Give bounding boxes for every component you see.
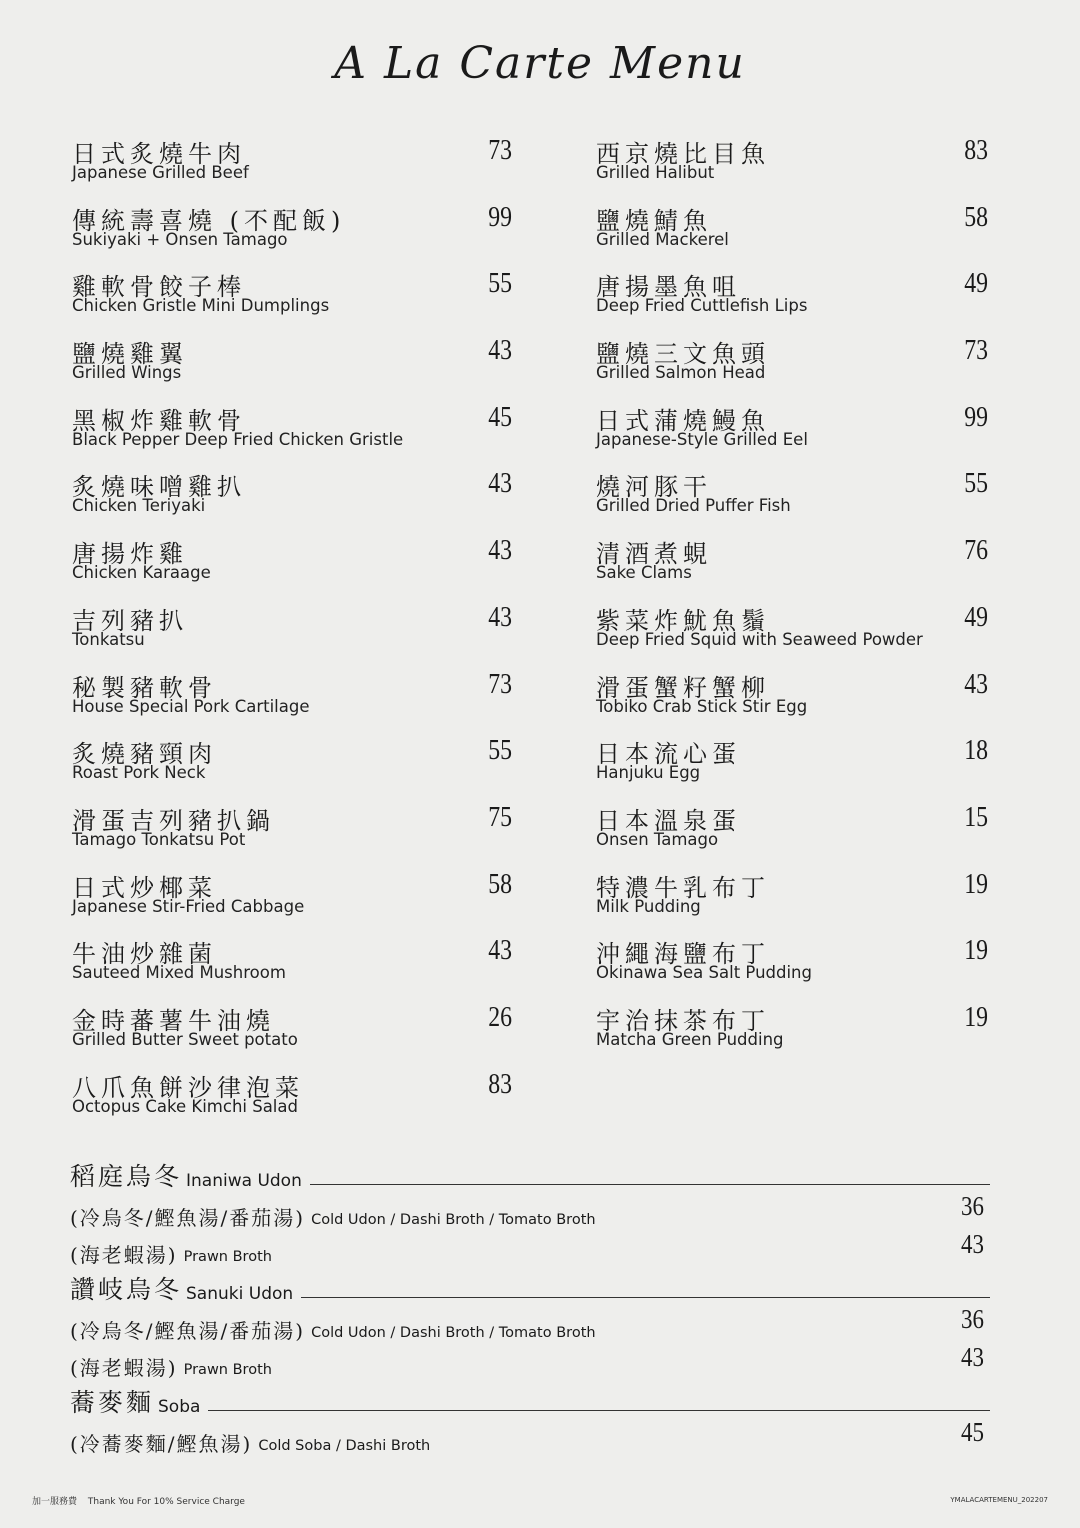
menu-item	[596, 197, 988, 264]
item-price: 73	[488, 135, 512, 166]
option-price: 43	[961, 1341, 984, 1372]
item-name-zh: 鹽燒三文魚頭	[596, 340, 770, 369]
option-price: 36	[961, 1191, 984, 1221]
item-price: 45	[488, 401, 512, 433]
item-name-zh: 宇治抹茶布丁	[596, 1006, 770, 1035]
noodle-name-zh: 稻庭烏冬	[70, 1162, 183, 1191]
item-name-en: Japanese Stir-Fried Cabbage	[72, 896, 305, 916]
option-name-en: Cold Soba / Dashi Broth	[258, 1437, 431, 1454]
item-name-en: Chicken Karaage	[72, 563, 211, 583]
item-name-en: Hanjuku Egg	[596, 763, 701, 783]
item-name-en: Sauteed Mixed Mushroom	[72, 963, 286, 983]
item-name-en: Tamago Tonkatsu Pot	[72, 829, 246, 849]
option-price: 43	[961, 1228, 984, 1259]
item-price: 73	[964, 335, 988, 367]
menu-item	[72, 197, 512, 264]
item-name-zh: 滑蛋蟹籽蟹柳	[596, 673, 770, 702]
noodle-name-en: Inaniwa Udon	[186, 1171, 302, 1191]
item-name-zh: 黑椒炸雞軟骨	[72, 406, 246, 435]
menu-item	[72, 864, 512, 931]
item-name-zh: 唐揚炸雞	[72, 540, 188, 569]
item-price: 99	[488, 201, 512, 233]
item-price: 43	[488, 601, 512, 633]
menu-title: A La Carte Menu	[334, 38, 746, 89]
item-name-en: Milk Pudding	[596, 896, 701, 916]
menu-item	[596, 330, 988, 397]
item-price: 19	[964, 935, 988, 967]
menu-item	[72, 530, 512, 597]
menu-code: YMALACARTEMENU_202207	[950, 1496, 1048, 1504]
menu-item	[72, 597, 512, 664]
noodle-name-zh: 蕎麥麵	[70, 1388, 155, 1417]
menu-item	[596, 730, 988, 797]
item-name-en: Deep Fried Cuttlefish Lips	[596, 296, 808, 316]
divider-line	[301, 1297, 990, 1298]
item-price: 73	[488, 668, 512, 700]
menu-item	[596, 263, 988, 330]
menu-item	[596, 797, 988, 864]
menu-item	[72, 664, 512, 731]
menu-item	[596, 864, 988, 931]
item-name-zh: 沖繩海鹽布丁	[596, 940, 770, 969]
item-name-zh: 特濃牛乳布丁	[596, 873, 770, 902]
option-name-en: Cold Udon / Dashi Broth / Tomato Broth	[311, 1211, 596, 1228]
menu-item	[596, 530, 988, 597]
menu-item	[72, 1064, 512, 1131]
noodle-option	[70, 1419, 990, 1457]
noodle-heading	[70, 1155, 990, 1193]
right-menu-column	[596, 130, 988, 1064]
item-name-en: Grilled Salmon Head	[596, 363, 766, 383]
item-name-en: Grilled Wings	[72, 363, 182, 383]
item-price: 75	[488, 801, 512, 833]
item-name-zh: 金時蕃薯牛油燒	[72, 1006, 275, 1035]
item-name-zh: 日本溫泉蛋	[596, 806, 741, 835]
option-name-zh: (海老蝦湯)	[70, 1243, 178, 1267]
option-price: 45	[961, 1417, 984, 1447]
item-name-en: Grilled Dried Puffer Fish	[596, 496, 791, 516]
item-name-en: Okinawa Sea Salt Pudding	[596, 963, 812, 983]
service-charge-en: Thank You For 10% Service Charge	[87, 1497, 245, 1507]
menu-item	[72, 263, 512, 330]
item-name-en: Japanese Grilled Beef	[72, 163, 249, 182]
menu-item	[72, 797, 512, 864]
noodle-option	[70, 1228, 990, 1269]
noodle-option	[70, 1341, 990, 1382]
item-price: 55	[488, 268, 512, 300]
menu-item	[72, 930, 512, 997]
item-name-zh: 西京燒比目魚	[596, 140, 770, 168]
service-charge-zh: 加一服務費	[32, 1497, 78, 1507]
noodle-option	[70, 1193, 990, 1231]
item-name-zh: 日本流心蛋	[596, 740, 741, 769]
noodle-name-en: Soba	[158, 1397, 201, 1417]
item-price: 26	[488, 1001, 512, 1033]
menu-item	[72, 130, 512, 197]
item-price: 19	[964, 868, 988, 900]
item-price: 58	[488, 868, 512, 900]
option-name-zh: (冷烏冬/鰹魚湯/番茄湯)	[70, 1205, 306, 1230]
menu-item	[596, 463, 988, 530]
item-name-zh: 日式炙燒牛肉	[72, 140, 246, 168]
noodle-name-en: Sanuki Udon	[186, 1284, 294, 1304]
item-price: 43	[488, 535, 512, 567]
item-name-zh: 牛油炒雜菌	[72, 940, 217, 969]
noodle-name-zh: 讚岐烏冬	[70, 1275, 183, 1304]
item-price: 49	[964, 601, 988, 633]
noodle-section	[70, 1155, 990, 1457]
option-name-en: Prawn Broth	[183, 1249, 272, 1265]
item-price: 43	[964, 668, 988, 700]
item-price: 18	[964, 735, 988, 767]
item-name-zh: 傳統壽喜燒 (不配飯)	[72, 206, 346, 235]
item-name-en: Grilled Butter Sweet potato	[72, 1029, 298, 1049]
menu-item	[596, 597, 988, 664]
item-name-en: Matcha Green Pudding	[596, 1029, 784, 1049]
menu-item	[72, 397, 512, 464]
divider-line	[208, 1410, 990, 1411]
menu-item	[596, 930, 988, 997]
item-price: 58	[964, 201, 988, 233]
item-name-en: Grilled Halibut	[596, 163, 715, 182]
menu-item	[72, 997, 512, 1064]
item-price: 83	[488, 1068, 512, 1100]
option-price: 36	[961, 1304, 984, 1334]
item-name-en: Chicken Gristle Mini Dumplings	[72, 296, 330, 316]
item-price: 43	[488, 935, 512, 967]
menu-item	[596, 997, 988, 1064]
noodle-heading	[70, 1381, 990, 1419]
item-price: 43	[488, 468, 512, 500]
item-name-en: Tonkatsu	[72, 629, 145, 649]
item-price: 55	[964, 468, 988, 500]
item-price: 83	[964, 135, 988, 166]
item-name-zh: 唐揚墨魚咀	[596, 273, 741, 302]
item-price: 55	[488, 735, 512, 767]
item-name-en: Chicken Teriyaki	[72, 496, 206, 516]
divider-line	[310, 1184, 990, 1185]
item-name-zh: 鹽燒雞翼	[72, 340, 188, 369]
menu-item	[72, 730, 512, 797]
item-name-en: Black Pepper Deep Fried Chicken Gristle	[72, 429, 404, 449]
noodle-heading	[70, 1268, 990, 1306]
menu-item	[596, 664, 988, 731]
item-name-zh: 炙燒豬頸肉	[72, 740, 217, 769]
item-name-zh: 清酒煮蜆	[596, 540, 712, 569]
noodle-option	[70, 1306, 990, 1344]
option-name-en: Cold Udon / Dashi Broth / Tomato Broth	[311, 1324, 596, 1341]
item-name-zh: 炙燒味噌雞扒	[72, 473, 246, 502]
item-price: 49	[964, 268, 988, 300]
item-name-en: Grilled Mackerel	[596, 229, 729, 249]
item-name-zh: 雞軟骨餃子棒	[72, 273, 246, 302]
option-name-zh: (冷烏冬/鰹魚湯/番茄湯)	[70, 1318, 306, 1343]
item-name-en: Roast Pork Neck	[72, 763, 206, 783]
item-price: 43	[488, 335, 512, 367]
option-name-zh: (海老蝦湯)	[70, 1356, 178, 1380]
option-name-en: Prawn Broth	[183, 1362, 272, 1378]
item-name-zh: 秘製豬軟骨	[72, 673, 217, 702]
menu-item	[72, 330, 512, 397]
item-name-zh: 八爪魚餅沙律泡菜	[72, 1073, 304, 1102]
item-name-zh: 滑蛋吉列豬扒鍋	[72, 806, 275, 835]
item-name-en: Deep Fried Squid with Seaweed Powder	[596, 629, 923, 649]
item-name-zh: 吉列豬扒	[72, 606, 188, 635]
menu-item	[596, 397, 988, 464]
item-name-zh: 燒河豚干	[596, 473, 712, 502]
item-name-en: Onsen Tamago	[596, 829, 719, 849]
item-name-en: Octopus Cake Kimchi Salad	[72, 1096, 298, 1116]
option-name-zh: (冷蕎麥麵/鰹魚湯)	[70, 1431, 253, 1456]
item-name-en: Japanese-Style Grilled Eel	[596, 429, 808, 449]
item-price: 15	[964, 801, 988, 833]
item-name-zh: 日式炒椰菜	[72, 873, 217, 902]
service-charge-note	[32, 1494, 245, 1507]
left-menu-column	[72, 130, 512, 1130]
menu-item	[596, 130, 988, 197]
item-price: 99	[964, 401, 988, 433]
menu-item	[72, 463, 512, 530]
item-name-en: House Special Pork Cartilage	[72, 696, 310, 716]
item-name-zh: 鹽燒鯖魚	[596, 206, 712, 235]
item-price: 76	[964, 535, 988, 567]
item-name-zh: 紫菜炸魷魚鬚	[596, 606, 770, 635]
item-name-zh: 日式蒲燒鰻魚	[596, 406, 770, 435]
item-name-en: Sake Clams	[596, 563, 692, 583]
item-price: 19	[964, 1001, 988, 1033]
item-name-en: Sukiyaki + Onsen Tamago	[72, 229, 288, 249]
item-name-en: Tobiko Crab Stick Stir Egg	[596, 696, 808, 716]
